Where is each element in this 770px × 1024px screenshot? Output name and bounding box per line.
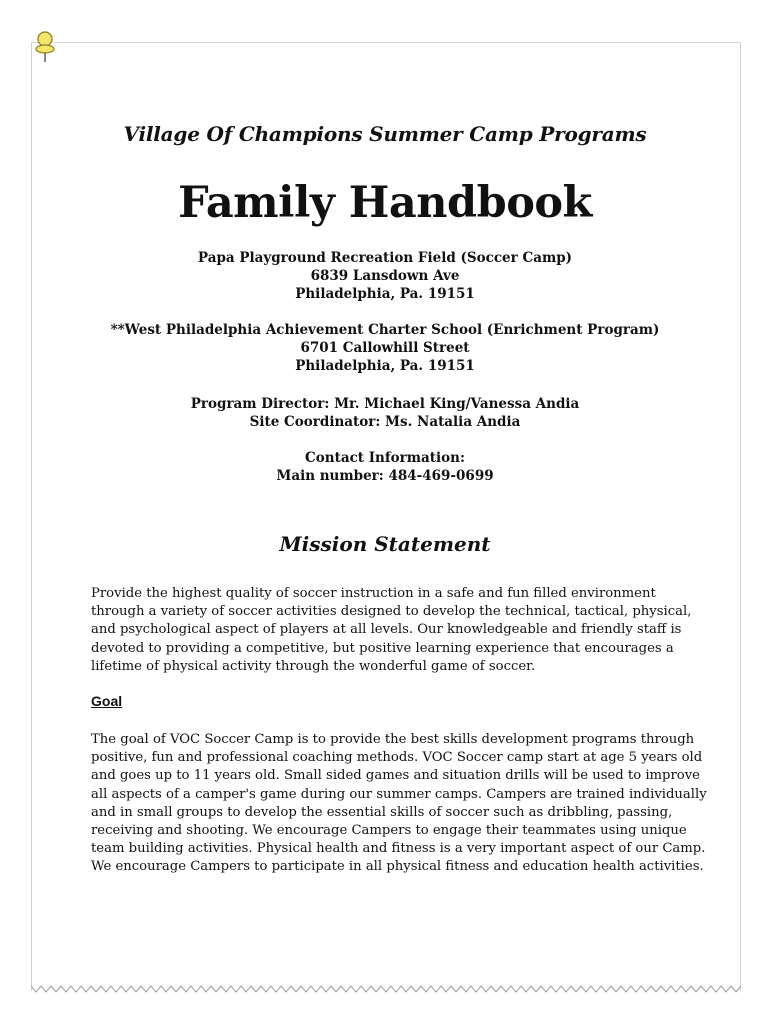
mission-statement-heading: Mission Statement (279, 532, 491, 556)
paragraph-line: The goal of VOC Soccer Camp is to provide the best skills development programs through (91, 732, 695, 747)
contact-info (0, 449, 770, 485)
location-name: **West Philadelphia Achievement Charter School (Enrichment Program) (110, 322, 660, 338)
paragraph-line: and goes up to 11 years old. Small sided games and situation drills will be used to improve (91, 768, 700, 784)
page-title: Family Handbook (178, 178, 592, 228)
pushpin-icon[interactable] (30, 30, 60, 64)
paragraph-line: all aspects of a camper's game during our summer camps. Campers are trained individually (91, 786, 707, 802)
camp-programs-subtitle: Village Of Champions Summer Camp Programs (123, 122, 647, 146)
paragraph-line: team building activities. Physical health and fitness is a very important aspect of our Camp. (91, 841, 706, 857)
main-phone-number: Main number: 484-469-0699 (276, 468, 494, 485)
paragraph-line: and psychological aspect of players at all levels. Our knowledgeable and friendly staff is (91, 622, 682, 638)
paragraph-line: devoted to providing a competitive, but positive learning experience that encourages a (91, 640, 674, 656)
location-city: Philadelphia, Pa. 19151 (295, 286, 475, 303)
location-name: Papa Playground Recreation Field (Soccer Camp) (197, 250, 573, 266)
goal-paragraph (91, 731, 707, 877)
paragraph-line: receiving and shooting. We encourage Campers to engage their teammates using unique (91, 823, 687, 839)
paragraph-line: positive, fun and professional coaching methods. VOC Soccer camp start at age 5 years old (91, 750, 703, 766)
contact-heading: Contact Information: (305, 450, 465, 466)
torn-page-edge (31, 982, 741, 996)
goal-heading: Goal (91, 693, 123, 709)
paragraph-line: We encourage Campers to participate in all physical fitness and education health activities. (91, 859, 704, 875)
soccer-camp-address (0, 249, 770, 304)
paragraph-line: and in small groups to develop the essential skills of soccer such as dribbling, passing, (91, 804, 673, 820)
location-street: 6701 Callowhill Street (300, 340, 470, 357)
mission-paragraph (91, 585, 691, 676)
location-city: Philadelphia, Pa. 19151 (295, 358, 475, 375)
paragraph-line: Provide the highest quality of soccer instruction in a safe and fun filled environment (91, 586, 656, 601)
staff-info (0, 395, 770, 431)
location-street: 6839 Lansdown Ave (310, 268, 460, 285)
program-director: Program Director: Mr. Michael King/Vanessa Andia (190, 396, 580, 412)
paragraph-line: lifetime of physical activity through the wonderful game of soccer. (91, 658, 536, 674)
site-coordinator: Site Coordinator: Ms. Natalia Andia (249, 414, 521, 431)
enrichment-program-address (0, 321, 770, 376)
paragraph-line: through a variety of soccer activities designed to develop the technical, tactical, physical, (91, 604, 692, 620)
